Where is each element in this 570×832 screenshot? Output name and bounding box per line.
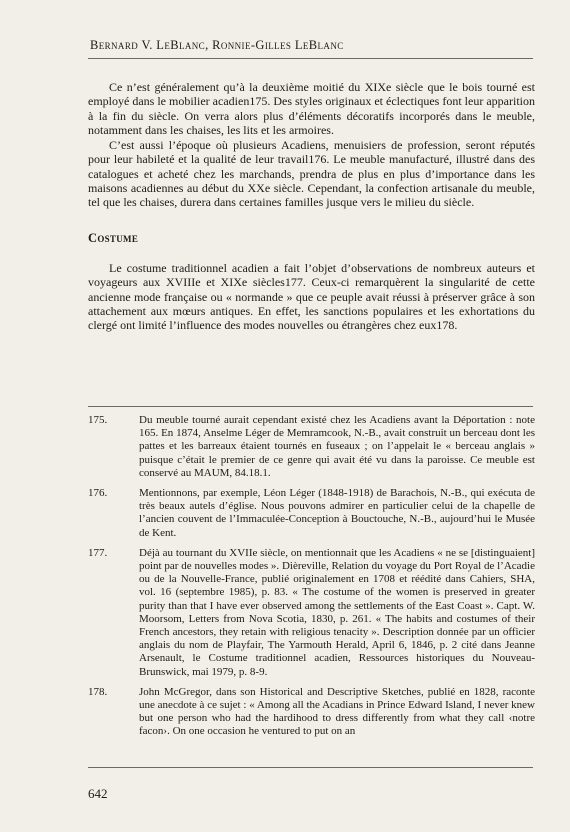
footnote-175	[88, 414, 535, 480]
footnote-text: Du meuble tourné aurait cependant existé chez les Acadiens avant la Déportation : note 165. En 1874, Anselme Léger de Memramcook, N.-B., avait construit un berceau dont les pattes et les barreaux étaient tournés en fuseaux ; on l’appelait le « berceau anglais » puisque c’était le premier de ce genre qui avait été vu dans la paroisse. Ce meuble est conservé au MAUM, 84.18.1.	[139, 414, 535, 479]
paragraph-3: Le costume traditionnel acadien a fait l’objet d’observations de nombreux auteurs et voyageurs aux XVIIIe et XIXe siècles177. Ceux-ci remarquèrent la singularité de cette ancienne mode française ou « normande » que ce peuple avait réussi à préserver grâce à son attachement aux mœurs antiques. En effet, les sanctions populaires et les exhortations du clergé ont limité l’influence des modes nouvelles ou étrangères chez eux178.	[88, 260, 535, 333]
footnote-text: Mentionnons, par exemple, Léon Léger (1848-1918) de Barachois, N.-B., qui exécuta de très beaux autels d’église. Nous pouvons admirer en particulier celui de la chapelle de l’ancien couvent de l’Immaculée-Conception à Bouctouche, N.-B., aujourd’hui le Musée de Kent.	[139, 487, 535, 539]
running-head: Bernard V. LeBlanc, Ronnie-Gilles LeBlanc	[90, 38, 344, 52]
footnote-number: 177.	[88, 546, 108, 559]
header-rule	[88, 58, 533, 59]
footnote-177	[88, 547, 535, 679]
footnotes	[88, 407, 535, 739]
footnote-text: John McGregor, dans son Historical and Descriptive Sketches, publié en 1828, raconte une anecdote à ce sujet : « Among all the Acadians in Prince Edward Island, I never knew but one person who had the hardihood to dress differently from what they call ‹notre facon›. On one occasion he ventured to put on an	[139, 685, 535, 738]
section-heading: Costume	[88, 230, 139, 245]
main-text	[88, 80, 535, 332]
footnote-number: 175.	[88, 414, 108, 426]
footnote-176	[88, 487, 535, 540]
paragraph-1: Ce n’est généralement qu’à la deuxième moitié du XIXe siècle que le bois tourné est employé dans le mobilier acadien175. Des styles originaux et éclectiques font leur apparition à la fin du siècle. On verra alors plus d’éléments décoratifs incorporés dans le meuble, notamment dans les chaises, les lits et les armoires.	[88, 80, 535, 137]
footnote-number: 176.	[88, 487, 108, 500]
footnote-number: 178.	[88, 685, 108, 698]
footnote-178	[88, 686, 535, 739]
footer-rule	[88, 767, 533, 768]
footnote-text: Déjà au tournant du XVIIe siècle, on mentionnait que les Acadiens « ne se [distinguaient] point par de nouvelles modes ». Dièreville, Relation du voyage du Port Royal de l’Acadie ou de la Nouvelle-France, publié originalement en 1708 et réédité dans Cahiers, SHA, vol. 16 (septembre 1985), p. 83. « The costume of the women is preserved in greater purity than that I have ever observed among the settlements of the East Coast ». Capt. W. Moorsom, Letters from Nova Scotia, 1830, p. 261. « The habits and costumes of their French ancestors, they retain with religious tenacity ». Description donnée par un officier anglais du nom de Playfair, The Yarmouth Herald, April 6, 1846, p. 2 cité dans Jeanne Arsenault, le Costume traditionnel acadien, Ressources historiques du Nouveau-Brunswick, mai 1979, p. 8-9.	[139, 546, 535, 678]
page-number: 642	[88, 786, 108, 801]
paragraph-2: C’est aussi l’époque où plusieurs Acadiens, menuisiers de profession, seront réputés pour leur habileté et la qualité de leur travail176. Le meuble manufacturé, illustré dans des catalogues et acheté chez les marchands, prendra de plus en plus d’importance dans les maisons acadiennes au début du XXe siècle. Cependant, la confection artisanale du meuble, tel que les chaises, durera dans certaines familles jusque vers le milieu du siècle.	[88, 138, 535, 210]
